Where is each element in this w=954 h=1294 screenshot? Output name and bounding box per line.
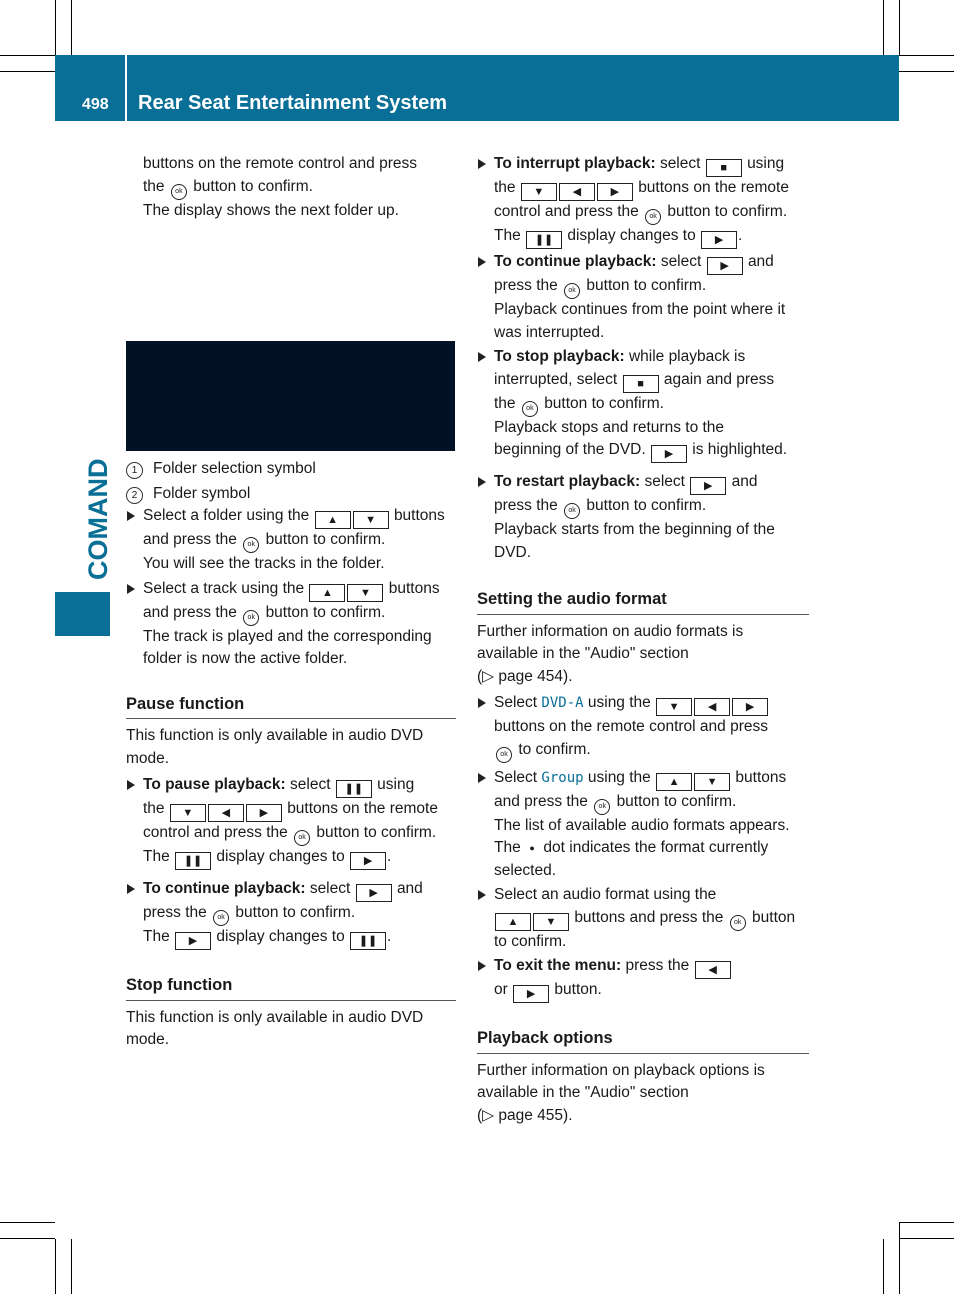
- ok-icon: ok: [243, 610, 259, 626]
- step-continue: To continue playback: select ▶ and press the ok button to confirm. The ▶ display changes to ❚❚ .: [126, 878, 456, 950]
- down-key-icon: ▼: [347, 584, 383, 602]
- page-title: Rear Seat Entertainment System: [138, 92, 448, 114]
- key-icon: ▼: [170, 804, 206, 822]
- key-icon: ❚❚: [526, 231, 562, 249]
- dot-icon: ●: [529, 843, 535, 853]
- side-tab-label: COMAND: [83, 458, 113, 580]
- crop-mark: [899, 1222, 954, 1223]
- key-icon: ◀: [208, 804, 244, 822]
- step-pause: To pause playback: select ❚❚ using the ▼ ◀ ▶ buttons on the remote control and press the ok button to confirm. The ❚❚ display changes to ▶ .: [126, 774, 456, 870]
- ok-icon: ok: [594, 799, 610, 815]
- step-select-dvda: Select DVD-A using the ▼ ◀ ▶ buttons on the remote control and press ok to confirm.: [477, 692, 809, 763]
- key-icon: ▶: [732, 698, 768, 716]
- crop-mark: [899, 0, 900, 55]
- step-continue-r: To continue playback: select ▶ and press the ok button to confirm. Playback continues from the point where it was interrupted.: [477, 251, 809, 344]
- key-icon: ▶: [690, 477, 726, 495]
- audio-heading: Setting the audio format: [477, 588, 809, 615]
- key-icon: ▶: [597, 183, 633, 201]
- stop-heading: Stop function: [126, 974, 456, 1001]
- key-icon: ▶: [701, 231, 737, 249]
- crop-mark: [71, 0, 72, 55]
- key-icon: ◀: [694, 698, 730, 716]
- key-icon: ◀: [559, 183, 595, 201]
- page-number: 498: [82, 96, 109, 113]
- crop-mark: [899, 1238, 954, 1239]
- crop-mark: [0, 71, 55, 72]
- key-icon: ▼: [656, 698, 692, 716]
- key-icon: ▶: [350, 852, 386, 870]
- crop-mark: [899, 1222, 900, 1294]
- display-screenshot: [126, 341, 455, 451]
- crop-mark: [899, 71, 954, 72]
- ok-icon: ok: [171, 184, 187, 200]
- right-column: To interrupt playback: select ■ using the ▼ ◀ ▶ buttons on the remote control and press the ok button to confirm. The ❚❚ display changes to ▶ . To continue playback: select ▶ and press the ok button to confirm. Playback continues from the point where it was interrupted. To stop playback: while playback is interrupted, select ■ again and press the ok button to confirm. Playback stops and returns to the beginning of the DVD. ▶ is highlighted. To restart playback: select ▶ and press the ok button to confirm. Playback starts from the beginning of the DVD. Setting the audio format Further information on audio formats is available in the "Audio" section (▷ page 454). Select DVD-A using the ▼ ◀ ▶ buttons on the remote control and press ok to confirm. Select Group using the ▲ ▼ buttons and press the ok button to confirm. The list of available audio formats appears. The ● dot indicates the format currently selected. Select an audio format using the ▲ ▼ buttons and press the ok button to confirm. To exit the menu: press the ◀ or ▶ button. Playback options Further information on playback options is available in the "Audio" section (▷ page 455).: [477, 153, 809, 1127]
- pause-key-icon: ❚❚: [336, 780, 372, 798]
- ok-icon: ok: [294, 830, 310, 846]
- step-restart: To restart playback: select ▶ and press the ok button to confirm. Playback starts from the beginning of the DVD.: [477, 471, 809, 564]
- crop-mark: [55, 0, 56, 55]
- crop-mark: [883, 1239, 884, 1294]
- step-select-track: Select a track using the ▲ ▼ buttons and press the ok button to confirm. The track is played and the corresponding folder is now the active folder.: [126, 578, 456, 671]
- crop-mark: [883, 0, 884, 55]
- legend-2: 2 Folder symbol: [126, 483, 456, 506]
- step-stop: To stop playback: while playback is interrupted, select ■ again and press the ok button to confirm. Playback stops and returns to the beginning of the DVD. ▶ is highlighted.: [477, 346, 809, 463]
- crop-mark: [0, 1222, 55, 1223]
- step-select-folder: Select a folder using the ▲ ▼ buttons and press the ok button to confirm. You will see the tracks in the folder.: [126, 505, 456, 576]
- crop-mark: [0, 55, 55, 56]
- up-key-icon: ▲: [309, 584, 345, 602]
- key-icon: ■: [623, 375, 659, 393]
- key-icon: ▶: [651, 445, 687, 463]
- legend-1: 1 Folder selection symbol: [126, 458, 456, 481]
- ok-icon: ok: [645, 209, 661, 225]
- ok-icon: ok: [564, 283, 580, 299]
- step-select-format: Select an audio format using the ▲ ▼ buttons and press the ok button to confirm.: [477, 884, 809, 953]
- up-key-icon: ▲: [315, 511, 351, 529]
- key-icon: ▶: [246, 804, 282, 822]
- key-icon: ▲: [656, 773, 692, 791]
- crop-mark: [71, 1239, 72, 1294]
- key-icon: ◀: [695, 961, 731, 979]
- key-icon: ▼: [533, 913, 569, 931]
- side-tab-block: [55, 592, 110, 636]
- ok-icon: ok: [243, 537, 259, 553]
- key-icon: ▼: [521, 183, 557, 201]
- left-column: 1 Folder selection symbol 2 Folder symbol Select a folder using the ▲ ▼ buttons and press the ok button to confirm. You will see the tracks in the folder. Select a track using the ▲ ▼ buttons and press the ok button to confirm. The track is played and the corresponding folder is now the active folder. Pause function This function is only available in audio DVD mode. To pause playback: select ❚❚ using the ▼ ◀ ▶ buttons on the remote control and press the ok button to confirm. The ❚❚ display changes to ▶ . To continue playback: select ▶ and press the ok button to confirm. The ▶ display changes to ❚❚ . Stop function This function is only available in audio DVD mode.: [126, 458, 456, 1052]
- crop-mark: [899, 55, 954, 56]
- step-interrupt: To interrupt playback: select ■ using the ▼ ◀ ▶ buttons on the remote control and press the ok button to confirm. The ❚❚ display changes to ▶ .: [477, 153, 809, 249]
- ok-icon: ok: [522, 401, 538, 417]
- ok-icon: ok: [213, 910, 229, 926]
- ok-icon: ok: [496, 747, 512, 763]
- ok-icon: ok: [730, 915, 746, 931]
- header-divider: [125, 55, 127, 121]
- down-key-icon: ▼: [353, 511, 389, 529]
- step-select-group: Select Group using the ▲ ▼ buttons and press the ok button to confirm. The list of available audio formats appears. The ● dot indicates the format currently selected.: [477, 767, 809, 883]
- left-column-top: buttons on the remote control and press the ok button to confirm. The display shows the next folder up.: [143, 155, 417, 219]
- playback-options-heading: Playback options: [477, 1027, 809, 1054]
- key-icon: ▲: [495, 913, 531, 931]
- key-icon: ▶: [356, 884, 392, 902]
- key-icon: ▶: [175, 932, 211, 950]
- key-icon: ▶: [513, 985, 549, 1003]
- crop-mark: [0, 1238, 55, 1239]
- key-icon: ▼: [694, 773, 730, 791]
- key-icon: ■: [706, 159, 742, 177]
- crop-mark: [55, 1239, 56, 1294]
- step-exit-menu: To exit the menu: press the ◀ or ▶ button.: [477, 955, 809, 1003]
- key-icon: ▶: [707, 257, 743, 275]
- key-icon: ❚❚: [350, 932, 386, 950]
- key-icon: ❚❚: [175, 852, 211, 870]
- pause-heading: Pause function: [126, 693, 456, 720]
- ok-icon: ok: [564, 503, 580, 519]
